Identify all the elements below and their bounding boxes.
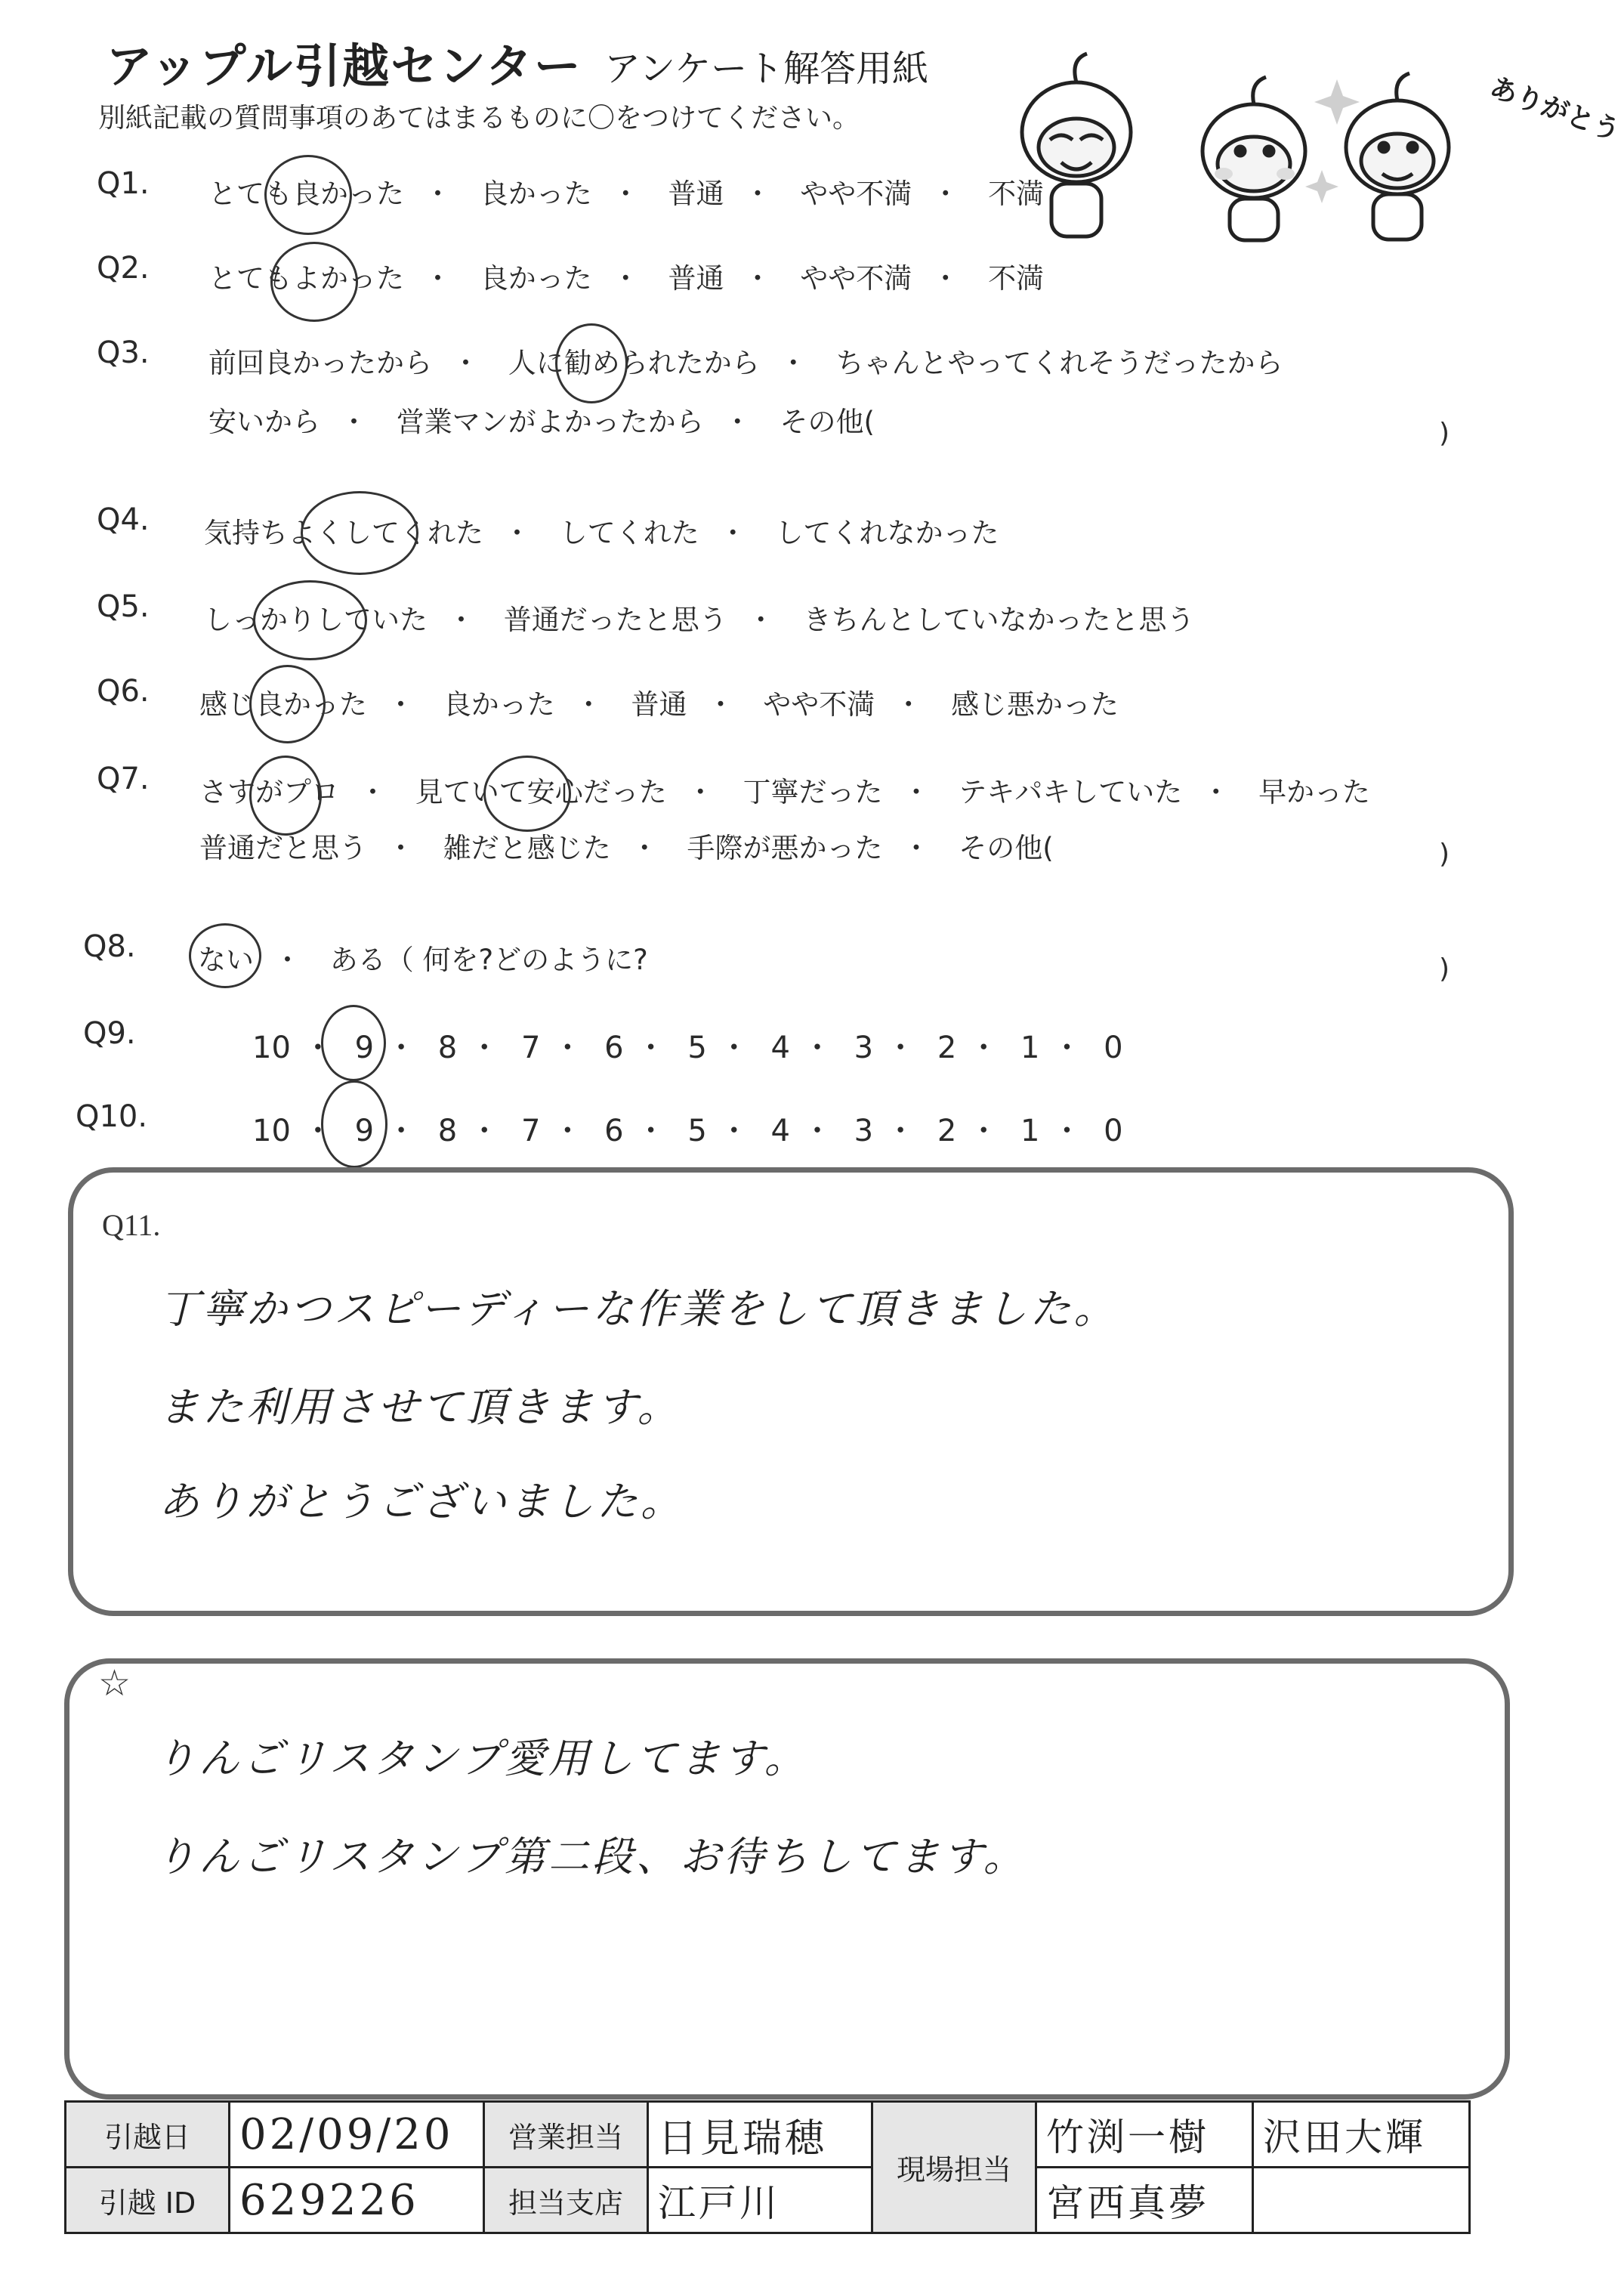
q10-score-5[interactable]: 5 (687, 1114, 707, 1148)
q3-option-3[interactable]: ちゃんとやってくれそうだったから (835, 347, 1283, 379)
q7-option-3[interactable]: 丁寧だった (743, 776, 883, 808)
q9-score-8[interactable]: 8 (437, 1031, 458, 1065)
q1-option-1[interactable]: とても良かった (208, 178, 404, 210)
monkey-mascots-illustration (1005, 49, 1624, 246)
q2-options: とてもよかった ・ 良かった ・ 普通 ・ やや不満 ・ 不満 (208, 262, 1045, 295)
q2-option-1[interactable]: とてもよかった (208, 262, 404, 295)
q1-option-2[interactable]: 良かった (480, 178, 592, 210)
q9-score-0[interactable]: 0 (1104, 1031, 1123, 1065)
q10-score-4[interactable]: 4 (770, 1114, 790, 1148)
q3-answer-circle (555, 323, 628, 403)
move-date-label: 引越日 (66, 2102, 230, 2168)
q4-answer-circle (301, 491, 418, 575)
q2-label: Q2. (97, 251, 150, 286)
star-comment-line-2: りんごリスタンプ第二段、お待ちしてます。 (155, 1833, 1027, 1880)
q8-close-paren: ) (1439, 953, 1450, 984)
q5-option-1[interactable]: しっかりしていた (204, 604, 428, 636)
q7-answer-circle-1 (249, 756, 322, 836)
q10-score-10[interactable]: 10 (252, 1114, 291, 1148)
q6-option-4[interactable]: やや不満 (763, 688, 875, 721)
q3-option-6[interactable]: その他( (780, 406, 875, 438)
monkey-mascot-3-icon (1346, 73, 1449, 239)
q11-comment-line-2: また利用させて頂きます。 (159, 1383, 681, 1431)
q6-option-1[interactable]: 感じ良かった (199, 688, 367, 721)
q11-comment-line-1: 丁寧かつスピーディーな作業をして頂きました。 (159, 1285, 1118, 1333)
q3-options-row2: 安いから ・ 営業マンがよかったから ・ その他( (208, 406, 875, 438)
move-id-value: 629226 (230, 2168, 484, 2233)
q5-answer-circle (253, 580, 367, 660)
q4-options: 気持ちよくしてくれた ・ してくれた ・ してくれなかった (204, 517, 999, 549)
q10-score-0[interactable]: 0 (1104, 1114, 1123, 1148)
star-comment-line-1: りんごリスタンプ愛用してます。 (155, 1735, 808, 1782)
q10-score-9[interactable]: 9 (354, 1114, 375, 1148)
q8-option-2[interactable]: ある（ 何を?どのように? (329, 944, 648, 976)
q4-label: Q4. (97, 502, 150, 537)
q7-option-5[interactable]: 早かった (1258, 776, 1371, 808)
q10-score-1[interactable]: 1 (1020, 1114, 1040, 1148)
branch-name-value: 江戸川 (648, 2168, 872, 2233)
q7-option-7[interactable]: 雑だと感じた (443, 832, 611, 864)
q7-option-6[interactable]: 普通だと思う (199, 832, 367, 864)
q7-answer-circle-2 (483, 756, 571, 832)
q7-option-9[interactable]: その他( (959, 832, 1054, 864)
q5-option-2[interactable]: 普通だったと思う (503, 604, 727, 636)
q9-score-5[interactable]: 5 (687, 1031, 707, 1065)
q9-score-10[interactable]: 10 (252, 1031, 291, 1065)
q5-options: しっかりしていた ・ 普通だったと思う ・ きちんとしていなかったと思う (204, 604, 1195, 636)
site-staff-3: 宮西真夢 (1036, 2168, 1253, 2233)
q2-option-5[interactable]: 不満 (988, 262, 1045, 295)
instruction-text: 別紙記載の質問事項のあてはまるものに〇をつけてください。 (98, 103, 860, 134)
q2-answer-circle (270, 242, 358, 322)
q4-option-2[interactable]: してくれた (559, 517, 699, 549)
q8-answer-circle (189, 923, 261, 988)
q7-option-4[interactable]: テキパキしていた (959, 776, 1183, 808)
q6-options: 感じ良かった ・ 良かった ・ 普通 ・ やや不満 ・ 感じ悪かった (199, 688, 1119, 721)
q3-options-row1: 前回良かったから ・ 人に勧められたから ・ ちゃんとやってくれそうだったから (208, 347, 1283, 379)
q7-options-row2: 普通だと思う ・ 雑だと感じた ・ 手際が悪かった ・ その他( (199, 832, 1054, 864)
q9-score-2[interactable]: 2 (937, 1031, 957, 1065)
q11-label: Q11. (102, 1208, 161, 1242)
site-staff-empty-cell (1253, 2168, 1470, 2233)
thanks-text: ありがとう (1486, 70, 1624, 147)
q7-option-1[interactable]: さすがプロ (199, 776, 339, 808)
page-subtitle: アンケート解答用紙 (604, 48, 929, 90)
q10-score-7[interactable]: 7 (520, 1114, 541, 1148)
q1-options: とても良かった ・ 良かった ・ 普通 ・ やや不満 ・ 不満 (208, 178, 1045, 210)
q9-score-6[interactable]: 6 (604, 1031, 624, 1065)
q9-score-7[interactable]: 7 (520, 1031, 541, 1065)
q3-option-5[interactable]: 営業マンがよかったから (396, 406, 704, 438)
star-label: ☆ (98, 1664, 131, 1704)
q8-option-1[interactable]: ない (198, 944, 254, 976)
q2-option-2[interactable]: 良かった (480, 262, 592, 295)
q4-option-3[interactable]: してくれなかった (775, 517, 999, 549)
q10-scale: 10 ・ 9 ・ 8 ・ 7 ・ 6 ・ 5 ・ 4 ・ 3 ・ 2 ・ 1 ・ 0 (252, 1114, 1123, 1148)
q6-option-5[interactable]: 感じ悪かった (951, 688, 1119, 721)
q9-answer-circle (321, 1005, 386, 1081)
q2-option-4[interactable]: やや不満 (800, 262, 912, 295)
q6-option-2[interactable]: 良かった (443, 688, 555, 721)
q2-option-3[interactable]: 普通 (668, 262, 724, 295)
q1-option-5[interactable]: 不満 (988, 178, 1045, 210)
q1-option-4[interactable]: やや不満 (800, 178, 912, 210)
page-title: アップル引越センター (106, 39, 582, 94)
q9-scale: 10 ・ 9 ・ 8 ・ 7 ・ 6 ・ 5 ・ 4 ・ 3 ・ 2 ・ 1 ・ 0 (252, 1031, 1123, 1065)
q7-option-2[interactable]: 見ていて安心だった (415, 776, 667, 808)
q3-label: Q3. (97, 335, 150, 370)
q10-score-6[interactable]: 6 (604, 1114, 624, 1148)
q8-label: Q8. (83, 929, 136, 964)
q5-option-3[interactable]: きちんとしていなかったと思う (803, 604, 1195, 636)
q9-score-9[interactable]: 9 (354, 1031, 375, 1065)
q1-answer-circle (264, 155, 352, 235)
q3-option-1[interactable]: 前回良かったから (208, 347, 432, 379)
move-info-table (64, 2100, 1471, 2234)
q3-option-4[interactable]: 安いから (208, 406, 320, 438)
q11-comment-line-3: ありがとうございました。 (159, 1478, 684, 1525)
q9-label: Q9. (83, 1016, 136, 1051)
q10-score-8[interactable]: 8 (437, 1114, 458, 1148)
q4-option-1[interactable]: 気持ちよくしてくれた (204, 517, 483, 549)
q10-score-2[interactable]: 2 (937, 1114, 957, 1148)
q6-label: Q6. (97, 674, 150, 709)
move-id-label: 引越 ID (66, 2168, 230, 2233)
sales-name-value: 日見瑞穂 (648, 2102, 872, 2168)
q6-answer-circle (249, 665, 326, 743)
q10-answer-circle (321, 1080, 387, 1168)
q10-score-3[interactable]: 3 (854, 1114, 874, 1148)
q9-score-1[interactable]: 1 (1020, 1031, 1040, 1065)
q7-option-8[interactable]: 手際が悪かった (687, 832, 883, 864)
q5-label: Q5. (97, 589, 150, 624)
q1-option-3[interactable]: 普通 (668, 178, 724, 210)
site-label: 現場担当 (872, 2102, 1036, 2233)
q7-close-paren: ) (1439, 839, 1450, 870)
branch-label: 担当支店 (484, 2168, 648, 2233)
q8-options: ない ・ ある（ 何を?どのように? (198, 944, 648, 976)
site-staff-1: 竹渕一樹 (1036, 2102, 1253, 2168)
q1-label: Q1. (97, 166, 150, 201)
move-date-value: 02/09/20 (230, 2102, 484, 2168)
q7-options-row1: さすがプロ ・ 見ていて安心だった ・ 丁寧だった ・ テキパキしていた ・ 早かった (199, 776, 1371, 808)
q9-score-4[interactable]: 4 (770, 1031, 790, 1065)
q10-label: Q10. (76, 1099, 148, 1134)
q7-label: Q7. (97, 762, 150, 796)
q6-option-3[interactable]: 普通 (631, 688, 687, 721)
q3-close-paren: ) (1439, 418, 1450, 449)
q3-option-2[interactable]: 人に勧められたから (508, 347, 760, 379)
sales-label: 営業担当 (484, 2102, 648, 2168)
q9-score-3[interactable]: 3 (854, 1031, 874, 1065)
monkey-mascot-2-icon (1203, 77, 1305, 240)
site-staff-2: 沢田大輝 (1253, 2102, 1470, 2168)
